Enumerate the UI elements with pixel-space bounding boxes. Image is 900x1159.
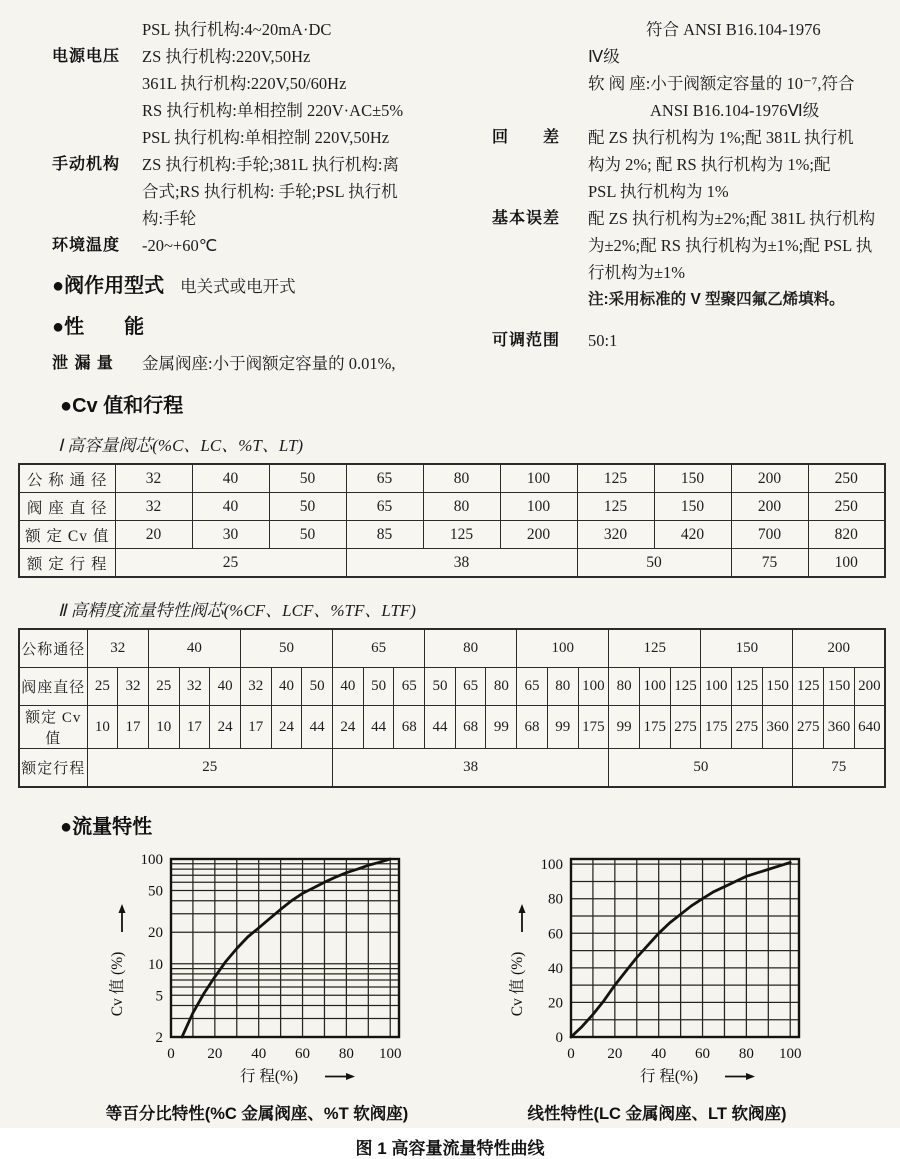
table-cell: 50 [269,493,346,521]
table-cell: 40 [192,493,269,521]
spec-row [52,16,456,43]
table-cell: 175 [639,706,670,749]
table-cell: 65 [394,668,425,706]
table-cell: 320 [577,521,654,549]
table-cell: 20 [115,521,192,549]
table-cell: 125 [609,629,701,668]
table-cell: 820 [808,521,885,549]
table-cell: 200 [731,464,808,493]
x-tick-label: 0 [567,1046,575,1062]
spec-text: 配 ZS 执行机构为±2%;配 381L 执行机构 [588,209,876,228]
spec-row [52,97,456,124]
table-cell: 250 [808,493,885,521]
spec-row [52,232,456,259]
table-cell: 250 [808,464,885,493]
rangeability-row [492,327,878,354]
spec-label [492,97,588,124]
spec-text: 符合 ANSI B16.104-1976 [646,20,821,39]
table-cell: 17 [118,706,149,749]
y-tick-label: 50 [148,883,163,900]
table-cell: 10 [87,706,118,749]
spec-row [52,70,456,97]
y-tick-label: 20 [148,925,163,942]
spec-label [492,232,588,259]
table-cell: 200 [854,668,885,706]
y-tick-label: 2 [155,1030,163,1046]
spec-row [492,70,878,97]
row-header-cell: 额定 Cv 值 [19,706,87,749]
table-cell: 50 [577,549,731,578]
x-tick-label: 0 [167,1046,175,1062]
spec-text: -20~+60℃ [142,236,218,255]
spec-column-left [52,16,456,377]
y-tick-label: 100 [140,852,163,868]
x-tick-label: 80 [738,1046,754,1062]
table-cell: 275 [793,706,824,749]
spec-text: ZS 执行机构:220V,50Hz [142,47,311,66]
table-cell: 100 [500,493,577,521]
table-cell: 50 [240,629,332,668]
valve-action-value: 电关式或电开式 [180,277,296,296]
spec-text: 构:手轮 [142,209,197,228]
spec-text: 361L 执行机构:220V,50/60Hz [142,74,347,93]
table-cell: 80 [486,668,517,706]
spec-label [52,124,142,151]
spec-label [52,97,142,124]
table-cell: 125 [577,464,654,493]
row-header-cell: 额 定 行 程 [19,549,115,578]
charts-row [0,847,900,1124]
table-cell: 80 [423,464,500,493]
leakage-row [52,350,456,377]
table-cell: 150 [762,668,793,706]
table-cell: 150 [654,493,731,521]
row-header-cell: 公 称 通 径 [19,464,115,493]
spec-label: 电源电压 [52,48,121,65]
table-cell: 75 [731,549,808,578]
table-cell: 125 [732,668,763,706]
spec-row [492,124,878,151]
spec-text: 合式;RS 执行机构: 手轮;PSL 执行机 [142,182,398,201]
spec-label [52,70,142,97]
table-cell: 65 [346,464,423,493]
y-tick-label: 40 [548,960,563,977]
table-cell: 17 [240,706,271,749]
spec-label [492,16,588,43]
spec-text: RS 执行机构:单相控制 220V·AC±5% [142,101,404,120]
spec-text: ZS 执行机构:手轮;381L 执行机构:离 [142,155,399,174]
spec-label [492,286,588,313]
x-tick-label: 100 [778,1046,802,1062]
table-cell: 25 [87,749,333,788]
table-cell: 100 [500,464,577,493]
table-cell: 17 [179,706,210,749]
y-tick-label: 60 [548,926,563,943]
leakage-label: 泄 漏 量 [52,355,114,372]
table-row [19,749,885,788]
spec-row [492,205,878,232]
table-cell: 24 [271,706,302,749]
spec-row [52,43,456,70]
table-cell: 80 [547,668,578,706]
spec-label [492,43,588,70]
spec-text: ANSI B16.104-1976Ⅵ级 [650,101,820,120]
spec-label [52,16,142,43]
spec-text: PSL 执行机构为 1% [588,182,729,201]
table-cell: 700 [731,521,808,549]
spec-label [492,151,588,178]
flow-section-title: ●流量特性 [60,816,153,838]
table-cell: 40 [192,464,269,493]
spec-text: PSL 执行机构:单相控制 220V,50Hz [142,128,390,147]
table-row [19,493,885,521]
x-tick-label: 60 [695,1046,711,1062]
table-cell: 25 [87,668,118,706]
x-tick-label: 20 [207,1046,223,1062]
chart-linear-block [492,847,822,1124]
table-cell: 175 [701,706,732,749]
spec-label: 基本误差 [492,210,561,227]
spec-text: Ⅳ级 [588,47,620,66]
table-cell: 24 [333,706,364,749]
table-cell: 44 [363,706,394,749]
spec-row [492,151,878,178]
spec-label: 手动机构 [52,156,121,173]
spec-text: PSL 执行机构:4~20mA·DC [142,20,332,39]
table-cell: 200 [793,629,885,668]
plot-border [571,859,799,1037]
table-cell: 85 [346,521,423,549]
x-tick-label: 40 [651,1046,667,1062]
table-row [19,464,885,493]
y-tick-label: 0 [555,1030,563,1046]
x-axis-label: 行 程(%) [639,1068,699,1085]
spec-label: 环境温度 [52,237,121,254]
figure-caption: 图 1 高容量流量特性曲线 [355,1139,545,1158]
spec-row [492,43,878,70]
table-cell: 68 [394,706,425,749]
cv-section-title: ●Cv 值和行程 [60,395,184,417]
table-cell: 360 [762,706,793,749]
table-cell: 420 [654,521,731,549]
x-tick-label: 40 [251,1046,267,1062]
table-cell: 100 [701,668,732,706]
performance-title: ●性 能 [52,316,145,338]
spec-text: 配 ZS 执行机构为 1%;配 381L 执行机 [588,128,854,147]
table-cell: 99 [486,706,517,749]
spec-row [52,205,456,232]
spec-column-right [492,16,878,377]
table-cell: 25 [148,668,179,706]
table-cell: 50 [269,464,346,493]
spec-label: 回 差 [492,129,561,146]
table1-title: Ⅰ 高容量阀芯(%C、LC、%T、LT) [58,436,304,455]
table-cell: 10 [148,706,179,749]
spec-row [52,151,456,178]
table-cell: 50 [363,668,394,706]
x-axis-arrow-head [346,1073,355,1080]
row-header-cell: 阀 座 直 径 [19,493,115,521]
chart-equal-percentage-block [92,847,422,1124]
table-cell: 175 [578,706,609,749]
y-tick-label: 20 [548,995,563,1012]
spec-label [52,178,142,205]
x-axis-arrow-head [746,1073,755,1080]
table-cell: 32 [87,629,148,668]
table-cell: 275 [732,706,763,749]
spec-row [492,178,878,205]
table-cell: 99 [547,706,578,749]
table-cell: 44 [425,706,456,749]
flow-curve [182,859,390,1037]
table-cell: 50 [302,668,333,706]
table-cell: 200 [731,493,808,521]
performance-row [52,310,456,339]
table-cell: 40 [210,668,241,706]
y-tick-label: 100 [540,857,563,874]
table-cell: 40 [148,629,240,668]
table-cell: 65 [517,668,548,706]
valve-action-title: ●阀作用型式 [52,275,165,297]
x-tick-label: 20 [607,1046,623,1062]
table-cell: 100 [639,668,670,706]
spec-text: 行机构为±1% [588,263,686,282]
x-axis-label: 行 程(%) [239,1068,299,1085]
table-cell: 150 [654,464,731,493]
table-cell: 68 [455,706,486,749]
table-cell: 200 [500,521,577,549]
table-cell: 65 [455,668,486,706]
table-cell: 32 [179,668,210,706]
table-cell: 32 [240,668,271,706]
table-cell: 80 [423,493,500,521]
table-cell: 100 [808,549,885,578]
row-header-cell: 公称通径 [19,629,87,668]
row-header-cell: 额 定 Cv 值 [19,521,115,549]
spec-row [52,178,456,205]
table-row [19,629,885,668]
table-cell: 25 [115,549,346,578]
table-cell: 75 [793,749,885,788]
spec-text: 构为 2%; 配 RS 执行机构为 1%;配 [588,155,831,174]
table-cell: 50 [269,521,346,549]
table-cell: 125 [423,521,500,549]
y-axis-arrow-head [519,904,526,913]
x-tick-label: 80 [338,1046,354,1062]
equal-percentage-chart [107,847,407,1093]
table-row [19,706,885,749]
spec-row [492,232,878,259]
row-header-cell: 阀座直径 [19,668,87,706]
y-tick-label: 10 [148,956,163,973]
table-cell: 80 [425,629,517,668]
row-header-cell: 额定行程 [19,749,87,788]
table-cell: 65 [333,629,425,668]
table-row [19,668,885,706]
table-cell: 100 [517,629,609,668]
table-cell: 38 [333,749,609,788]
spec-row [492,97,878,124]
chart-caption-left: 等百分比特性(%C 金属阀座、%T 软阀座) [105,1105,409,1123]
valve-action-row [52,269,456,298]
table-cell: 65 [346,493,423,521]
spec-row [492,16,878,43]
chart-caption-right: 线性特性(LC 金属阀座、LT 软阀座) [527,1105,787,1123]
table-cell: 32 [115,464,192,493]
x-tick-label: 100 [378,1046,402,1062]
table-cell: 125 [670,668,701,706]
table-cell: 38 [346,549,577,578]
table-cell: 44 [302,706,333,749]
table-cell: 50 [609,749,793,788]
table-cell: 40 [333,668,364,706]
table-cell: 24 [210,706,241,749]
plot-border [171,859,399,1037]
spec-text: 为±2%;配 RS 执行机构为±1%;配 PSL 执 [588,236,873,255]
spec-label [492,259,588,286]
linear-chart [507,847,807,1093]
spec-section [0,0,900,377]
table2-title: Ⅱ 高精度流量特性阀芯(%CF、LCF、%TF、LTF) [58,601,416,620]
x-tick-label: 60 [295,1046,311,1062]
table-cell: 30 [192,521,269,549]
table-row [19,549,885,578]
table-cell: 40 [271,668,302,706]
table-cell: 80 [609,668,640,706]
table-cell: 99 [609,706,640,749]
table-cell: 150 [701,629,793,668]
table-cell: 32 [115,493,192,521]
table-cell: 275 [670,706,701,749]
table-cell: 125 [793,668,824,706]
rangeability-label: 可调范围 [492,332,561,349]
y-tick-label: 5 [155,988,163,1005]
spec-row [492,259,878,286]
note-row [492,286,878,313]
table-cell: 360 [824,706,855,749]
spec-row [52,124,456,151]
note-text: 注:采用标准的 V 型聚四氟乙烯填料。 [588,291,845,308]
cv-table-high-precision [18,628,886,788]
spec-label [492,70,588,97]
y-axis-label: Cv 值 (%) [109,951,126,1017]
spec-label [52,205,142,232]
table-cell: 125 [577,493,654,521]
table-cell: 50 [425,668,456,706]
table-cell: 68 [517,706,548,749]
table-cell: 32 [118,668,149,706]
rangeability-value: 50:1 [588,331,618,350]
y-axis-arrow-head [119,904,126,913]
table-cell: 640 [854,706,885,749]
table-cell: 100 [578,668,609,706]
cv-table-high-capacity [18,463,886,578]
table-row [19,521,885,549]
table-cell: 150 [824,668,855,706]
leakage-text: 金属阀座:小于阀额定容量的 0.01%, [142,354,396,373]
spec-text: 软 阀 座:小于阀额定容量的 10⁻⁷,符合 [588,74,855,93]
y-axis-label: Cv 值 (%) [509,951,526,1017]
spec-label [492,178,588,205]
y-tick-label: 80 [548,891,563,908]
